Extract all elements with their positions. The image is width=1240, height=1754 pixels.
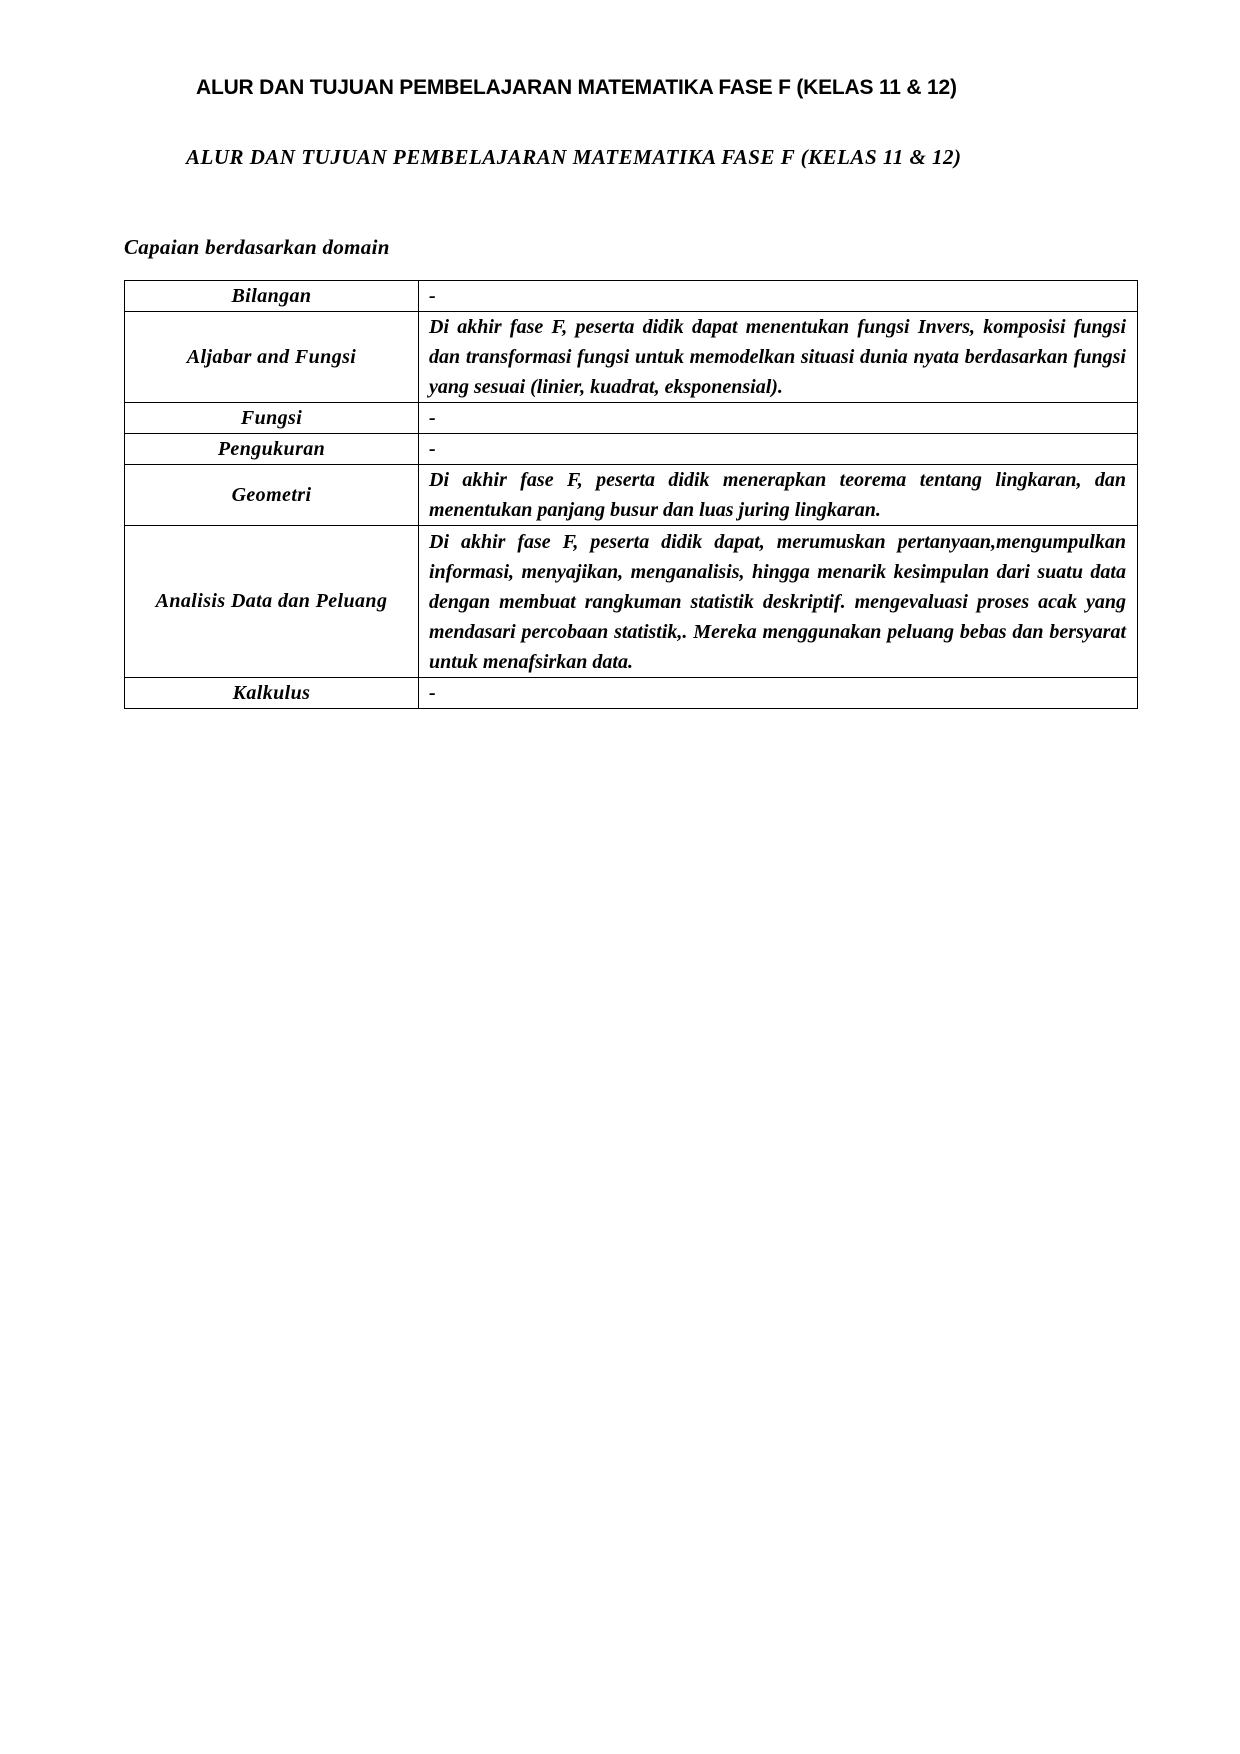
table-row-bilangan: [125, 281, 1138, 312]
table-row-analisis-data: [125, 526, 1138, 678]
table-row-kalkulus: [125, 678, 1138, 709]
table-row-fungsi: [125, 403, 1138, 434]
domain-description-cell: Di akhir fase F, peserta didik dapat menentukan fungsi Invers, komposisi fungsi dan transformasi fungsi untuk memodelkan situasi dunia nyata berdasarkan fungsi yang sesuai (linier, kuadrat, eksponensial).: [419, 312, 1138, 403]
domain-name-cell: Pengukuran: [125, 434, 419, 465]
table-row-aljabar: [125, 312, 1138, 403]
domain-name-cell: Bilangan: [125, 281, 419, 312]
domain-name-cell: Kalkulus: [125, 678, 419, 709]
domain-description-cell: -: [419, 678, 1138, 709]
table-row-geometri: [125, 465, 1138, 526]
domain-name-cell: Analisis Data dan Peluang: [125, 526, 419, 678]
table-row-pengukuran: [125, 434, 1138, 465]
domain-name-cell: Fungsi: [125, 403, 419, 434]
domain-description-cell: -: [419, 281, 1138, 312]
domain-description-cell: Di akhir fase F, peserta didik dapat, merumuskan pertanyaan,mengumpulkan informasi, menyajikan, menganalisis, hingga menarik kesimpulan dari suatu data dengan membuat rangkuman statistik deskriptif. mengevaluasi proses acak yang mendasari percobaan statistik,. Mereka menggunakan peluang bebas dan bersyarat untuk menafsirkan data.: [419, 526, 1138, 678]
domain-name-cell: Geometri: [125, 465, 419, 526]
domain-description-cell: -: [419, 403, 1138, 434]
section-heading: Capaian berdasarkan domain: [124, 235, 390, 259]
domain-description-cell: -: [419, 434, 1138, 465]
domain-name-cell: Aljabar and Fungsi: [125, 312, 419, 403]
domain-table: [124, 280, 1138, 709]
document-subtitle: ALUR DAN TUJUAN PEMBELAJARAN MATEMATIKA FASE F (KELAS 11 & 12): [186, 145, 962, 169]
document-title: ALUR DAN TUJUAN PEMBELAJARAN MATEMATIKA FASE F (KELAS 11 & 12): [196, 76, 957, 99]
domain-description-cell: Di akhir fase F, peserta didik menerapkan teorema tentang lingkaran, dan menentukan panjang busur dan luas juring lingkaran.: [419, 465, 1138, 526]
